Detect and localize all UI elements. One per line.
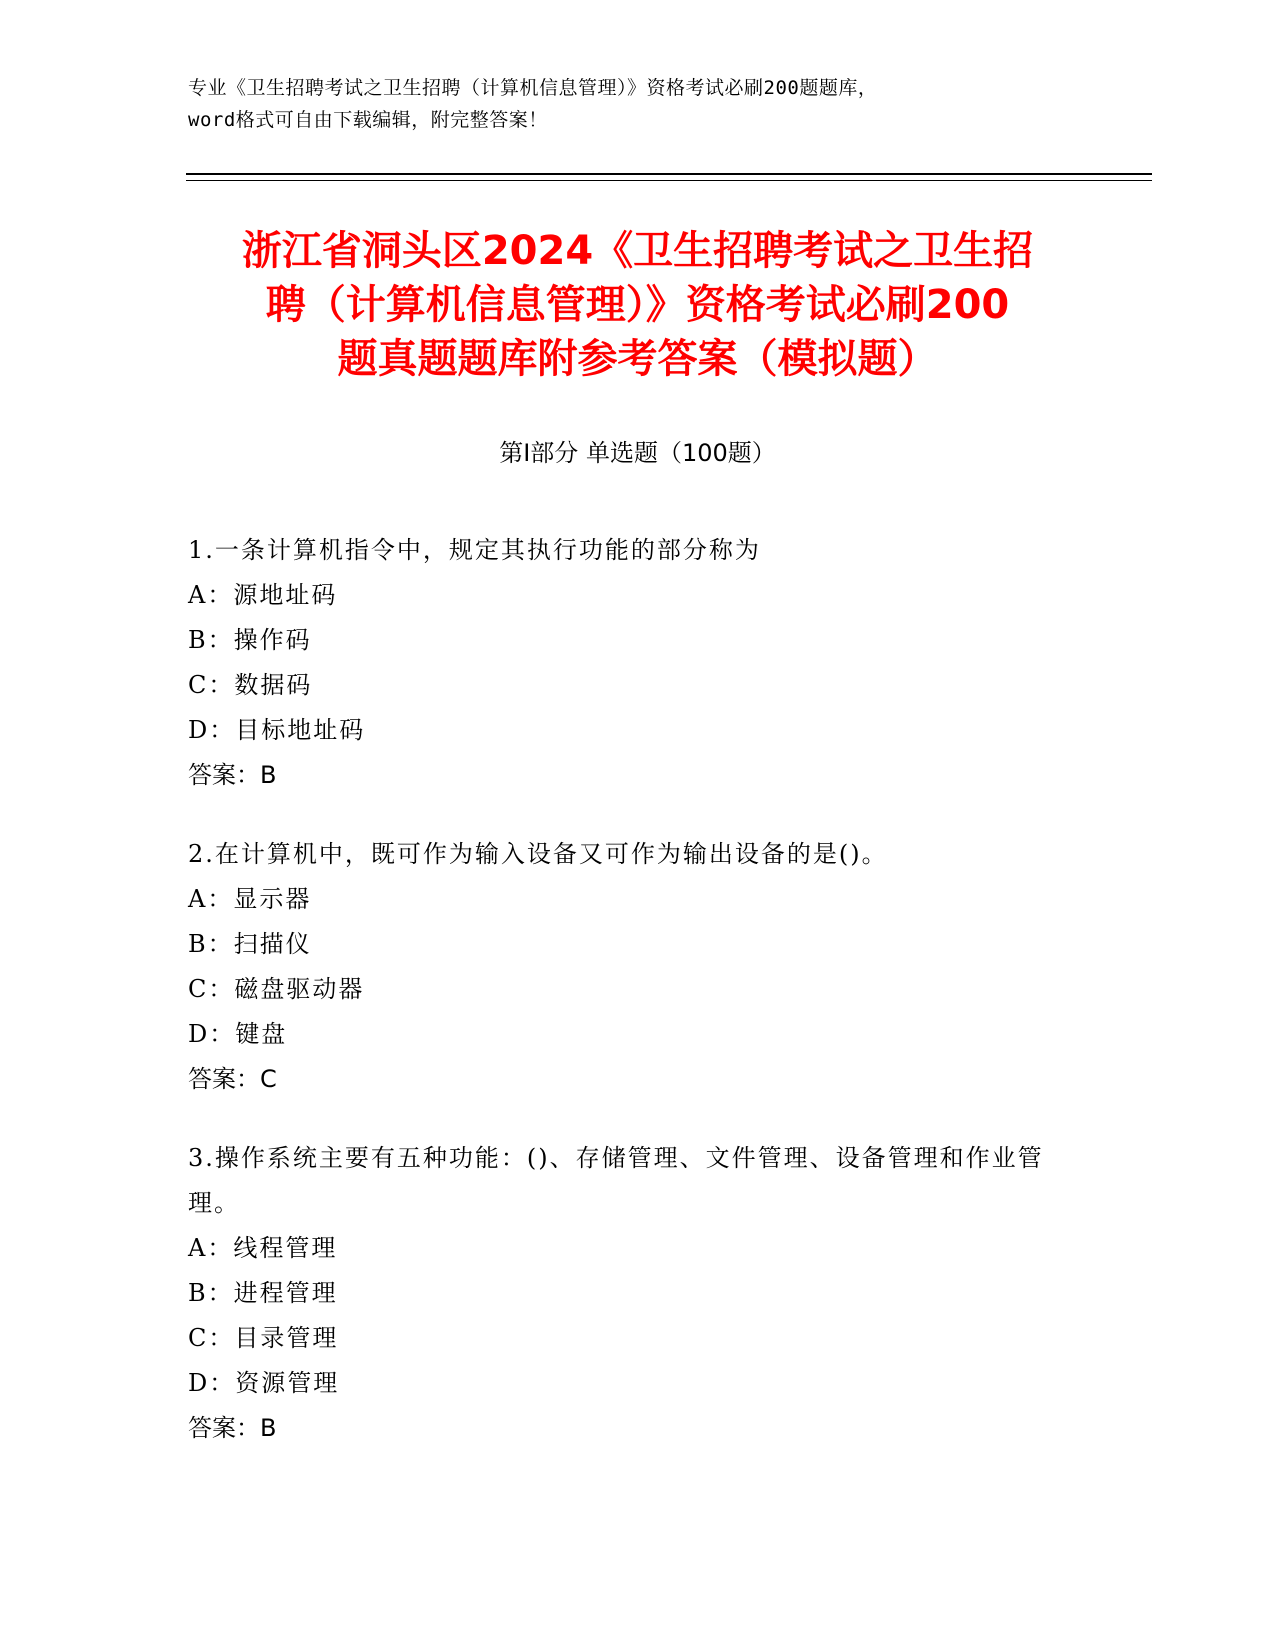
header-note xyxy=(188,72,1088,136)
header-note-line-1: 专业《卫生招聘考试之卫生招聘（计算机信息管理）》资格考试必刷200题题库， xyxy=(188,77,878,99)
answer: 答案：C xyxy=(188,1065,277,1093)
option-c: C：磁盘驱动器 xyxy=(188,975,365,1003)
header-note-line-2: word格式可自由下载编辑，附完整答案！ xyxy=(188,109,548,131)
question-stem: 2.在计算机中，既可作为输入设备又可作为输出设备的是()。 xyxy=(188,840,888,868)
option-c: C：数据码 xyxy=(188,671,313,699)
option-d: D：键盘 xyxy=(188,1020,288,1048)
document-title-line-3: 题真题题库附参考答案（模拟题） xyxy=(337,336,938,382)
option-b: B：扫描仪 xyxy=(188,930,312,958)
question-1 xyxy=(188,528,1068,798)
option-a: A：显示器 xyxy=(188,885,312,913)
document-title-line-2: 聘（计算机信息管理）》资格考试必刷200 xyxy=(265,282,1010,328)
answer: 答案：B xyxy=(188,1414,277,1442)
option-a: A：源地址码 xyxy=(188,581,338,609)
header-rule-thin xyxy=(186,180,1152,181)
answer: 答案：B xyxy=(188,761,277,789)
option-b: B：操作码 xyxy=(188,626,312,654)
option-b: B：进程管理 xyxy=(188,1279,338,1307)
section-title: 第Ⅰ部分 单选题（100题） xyxy=(499,439,776,467)
document-title-line-1: 浙江省洞头区2024《卫生招聘考试之卫生招 xyxy=(241,228,1034,274)
option-a: A：线程管理 xyxy=(188,1234,338,1262)
question-2 xyxy=(188,832,1068,1102)
option-d: D：资源管理 xyxy=(188,1369,340,1397)
option-d: D：目标地址码 xyxy=(188,716,366,744)
question-stem: 1.一条计算机指令中，规定其执行功能的部分称为 xyxy=(188,536,761,564)
document-title xyxy=(150,224,1125,386)
question-list xyxy=(188,528,1068,1485)
question-stem: 3.操作系统主要有五种功能：()、存储管理、文件管理、设备管理和作业管理。 xyxy=(188,1144,1044,1217)
option-c: C：目录管理 xyxy=(188,1324,339,1352)
header-rule-thick xyxy=(186,173,1152,175)
question-3 xyxy=(188,1136,1068,1451)
